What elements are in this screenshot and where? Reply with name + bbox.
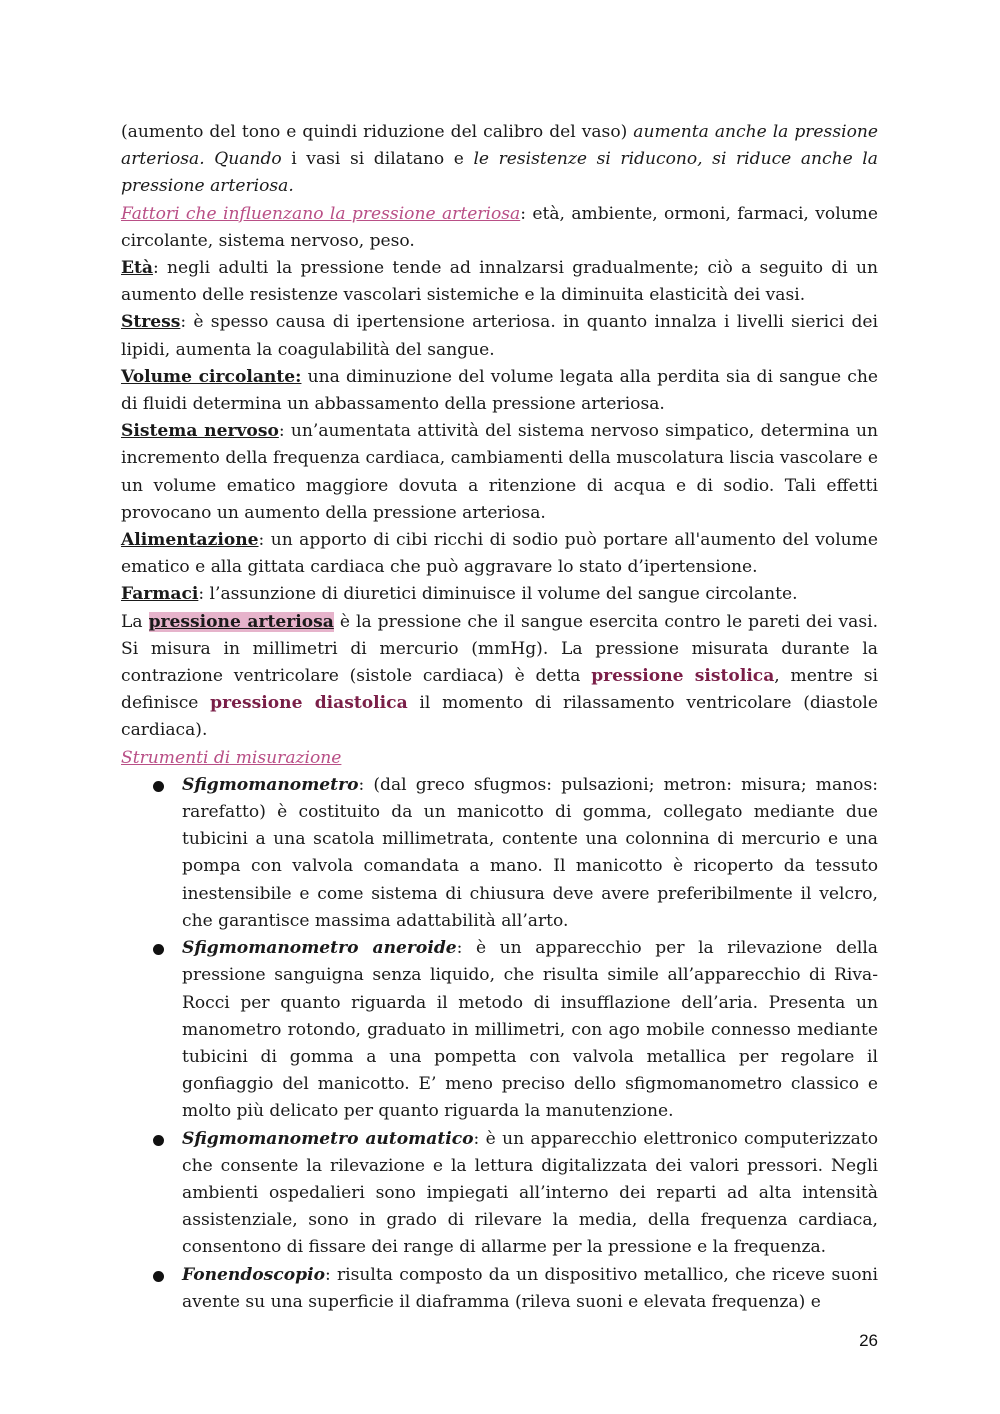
factor-item (121, 581, 878, 608)
systolic-term: pressione sistolica (591, 666, 775, 687)
factor-text: : negli adulti la pressione tende ad innalzarsi gradualmente; ciò a seguito di un aumento delle resistenze vascolari sistemiche e la diminuita elasticità dei vasi. (121, 258, 878, 306)
instrument-term: Sfigmomanometro (182, 774, 359, 795)
definition-text: , mentre si definisce (121, 666, 878, 714)
factor-item (121, 255, 878, 309)
factor-text: : l’assunzione di diuretici diminuisce il volume del sangue circolante. (198, 584, 798, 605)
instrument-text: : è un apparecchio per la rilevazione della pressione sanguigna senza liquido, che risulta simile all’apparecchio di Riva-Rocci per quanto riguarda il metodo di insufflazione dell’aria. Presenta un manometro rotondo, graduato in millimetri, con ago mobile connesso mediante tubicini di gomma a una pompetta con valvola metallica per regolare il gonfiaggio del manicotto. E’ meno preciso dello sfigmomanometro classico e molto più delicato per quanto riguarda la manutenzione. (182, 938, 879, 1122)
factors-paragraph (121, 201, 878, 255)
factor-term: Volume circolante: (121, 366, 302, 387)
instruments-list (121, 772, 878, 1316)
bullet-icon (153, 1271, 164, 1282)
list-item (182, 772, 878, 935)
highlighted-term: pressione arteriosa (148, 611, 334, 632)
factor-term: Età (121, 258, 154, 279)
page-number: 26 (859, 1331, 878, 1350)
factor-text: : un apporto di cibi ricchi di sodio può portare all'aumento del volume ematico e alla gittata cardiaca che può aggravare lo stato d’ipertensione. (121, 530, 878, 578)
factor-text: una diminuzione del volume legata alla perdita sia di sangue che di fluidi determina un abbassamento della pressione arteriosa. (121, 366, 878, 415)
instruments-heading-line (121, 745, 878, 772)
factor-term: Farmaci (121, 584, 199, 605)
definition-text: La (121, 611, 149, 632)
factor-item (121, 527, 878, 581)
definition-text: è la pressione che il sangue esercita contro le pareti dei vasi. Si misura in millimetri di mercurio (mmHg). La pressione misurata durante la contrazione ventricolare (sistole cardiaca) è detta (121, 611, 878, 687)
instruments-heading: Strumenti di misurazione (121, 747, 342, 768)
definition-paragraph (121, 609, 878, 745)
factor-text: : un’aumentata attività del sistema nervoso simpatico, determina un incremento della frequenza cardiaca, cambiamenti della muscolatura liscia vascolare e un volume ematico maggiore dovuta a ritenzione di acqua e di sodio. Tali effetti provocano un aumento della pressione arteriosa. (121, 421, 878, 523)
list-item (182, 935, 878, 1125)
factor-text: : è spesso causa di ipertensione arteriosa. in quanto innalza i livelli sierici dei lipidi, aumenta la coagulabilità del sangue. (121, 312, 878, 360)
intro-italic-text: le resistenze si riducono, si riduce anche la pressione arteriosa. (121, 149, 878, 197)
intro-text: (aumento del tono e quindi riduzione del calibro del vaso) (121, 122, 634, 142)
intro-paragraph (121, 119, 878, 201)
bullet-icon (153, 781, 164, 792)
instrument-term: Fonendoscopio (182, 1264, 325, 1285)
instrument-term: Sfigmomanometro aneroide (182, 938, 457, 959)
list-item (182, 1126, 878, 1262)
factors-text: : età, ambiente, ormoni, farmaci, volume circolante, sistema nervoso, peso. (121, 203, 878, 251)
factor-item (121, 418, 878, 527)
instrument-text: : (dal greco sfugmos: pulsazioni; metron: misura; manos: rarefatto) è costituito da un manicotto di gomma, collegato mediante due tubicini a una scatola millimetrata, contente una colonnina di mercurio e una pompa con valvola comandata a mano. Il manicotto è ricoperto da tessuto inestensibile e come sistema di chiusura deve avere preferibilmente il velcro, che garantisce massima adattabilità all’arto. (182, 774, 878, 931)
instrument-text: : risulta composto da un dispositivo metallico, che riceve suoni avente su una superficie il diaframma (rileva suoni e elevata frequenza) e (182, 1264, 878, 1312)
instrument-term: Sfigmomanometro automatico (182, 1128, 474, 1149)
factors-heading: Fattori che influenzano la pressione arteriosa (121, 203, 521, 224)
bullet-icon (153, 1135, 164, 1146)
factor-term: Sistema nervoso (121, 421, 279, 442)
factor-item (121, 364, 878, 418)
list-item (182, 1262, 878, 1316)
instrument-text: : è un apparecchio elettronico computerizzato che consente la rilevazione e la lettura digitalizzata dei valori pressori. Negli ambienti ospedalieri sono impiegati all’interno dei reparti ad alta intensità assistenziale, sono in grado di rilevare la media, della frequenza cardiaca, consentono di fissare dei range di allarme per la pressione e la frequenza. (182, 1128, 878, 1258)
document-body (121, 119, 878, 1316)
definition-text: il momento di rilassamento ventricolare (diastole cardiaca). (121, 693, 878, 741)
intro-text: i vasi si dilatano e (281, 149, 474, 170)
bullet-icon (153, 944, 164, 955)
factor-item (121, 309, 878, 363)
factor-term: Stress (121, 312, 181, 333)
diastolic-term: pressione diastolica (210, 693, 408, 714)
factor-term: Alimentazione (121, 530, 259, 551)
intro-italic-text: aumenta anche la pressione arteriosa. Quando (121, 122, 878, 170)
